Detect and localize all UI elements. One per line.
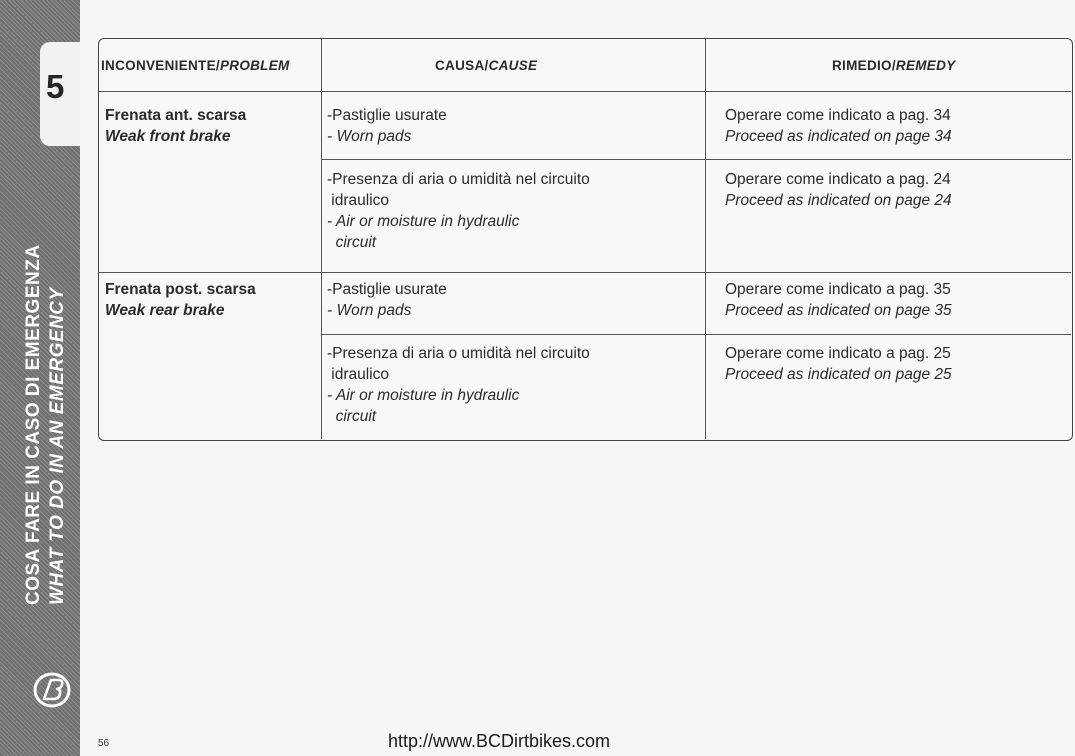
problem-en: Weak front brake <box>105 128 231 145</box>
header-cause-it: CAUSA/ <box>435 58 489 73</box>
cause-en-line: - Worn pads <box>327 302 412 319</box>
cause-it-line: idraulico <box>327 192 390 209</box>
chapter-title-en: WHAT TO DO IN AN EMERGENCY <box>47 287 68 605</box>
header-divider <box>99 91 1071 92</box>
remedy-it: Operare come indicato a pag. 25 <box>725 345 951 362</box>
cause-cell <box>327 343 590 427</box>
cause-en-line: - Worn pads <box>327 128 412 145</box>
cause-it-line: -Presenza di aria o umidità nel circuito <box>327 171 590 188</box>
troubleshooting-table <box>98 38 1073 441</box>
brand-logo-icon <box>32 670 72 710</box>
header-remedy-it: RIMEDIO/ <box>832 58 896 73</box>
row-divider <box>321 334 1071 335</box>
remedy-en: Proceed as indicated on page 34 <box>725 128 952 145</box>
remedy-cell <box>725 105 952 147</box>
cause-cell <box>327 169 590 253</box>
header-problem-en: PROBLEM <box>219 58 290 73</box>
problem-cell <box>105 279 256 321</box>
remedy-cell <box>725 279 952 321</box>
cause-en-line: circuit <box>327 408 377 425</box>
remedy-cell <box>725 169 952 211</box>
cause-en-line: - Air or moisture in hydraulic <box>327 387 520 404</box>
chapter-title-it: COSA FARE IN CASO DI EMERGENZA <box>23 244 44 605</box>
problem-it: Frenata post. scarsa <box>105 281 256 298</box>
remedy-en: Proceed as indicated on page 25 <box>725 366 952 383</box>
header-problem-it: INCONVENIENTE/ <box>101 58 220 73</box>
chapter-number: 5 <box>46 68 65 105</box>
source-url: http://www.BCDirtbikes.com <box>388 731 611 751</box>
cause-it-line: idraulico <box>327 366 390 383</box>
remedy-it: Operare come indicato a pag. 35 <box>725 281 951 298</box>
problem-cell <box>105 105 246 147</box>
chapter-title <box>22 244 70 605</box>
remedy-it: Operare come indicato a pag. 34 <box>725 107 951 124</box>
group-divider <box>99 272 1071 273</box>
header-remedy <box>832 55 955 76</box>
cause-en-line: circuit <box>327 234 377 251</box>
cause-cell <box>327 279 447 321</box>
row-divider <box>321 159 1071 160</box>
header-remedy-en: REMEDY <box>895 58 956 73</box>
cause-it-line: -Presenza di aria o umidità nel circuito <box>327 345 590 362</box>
header-cause <box>435 55 537 76</box>
remedy-en: Proceed as indicated on page 35 <box>725 302 952 319</box>
header-cause-en: CAUSE <box>488 58 538 73</box>
remedy-cell <box>725 343 952 385</box>
column-divider <box>321 39 322 439</box>
cause-it-line: -Pastiglie usurate <box>327 107 447 124</box>
remedy-en: Proceed as indicated on page 24 <box>725 192 952 209</box>
cause-en-line: - Air or moisture in hydraulic <box>327 213 520 230</box>
page-number: 56 <box>98 738 110 749</box>
cause-cell <box>327 105 447 147</box>
problem-en: Weak rear brake <box>105 302 225 319</box>
header-problem <box>101 55 290 76</box>
remedy-it: Operare come indicato a pag. 24 <box>725 171 951 188</box>
problem-it: Frenata ant. scarsa <box>105 107 247 124</box>
column-divider <box>705 39 706 439</box>
cause-it-line: -Pastiglie usurate <box>327 281 447 298</box>
